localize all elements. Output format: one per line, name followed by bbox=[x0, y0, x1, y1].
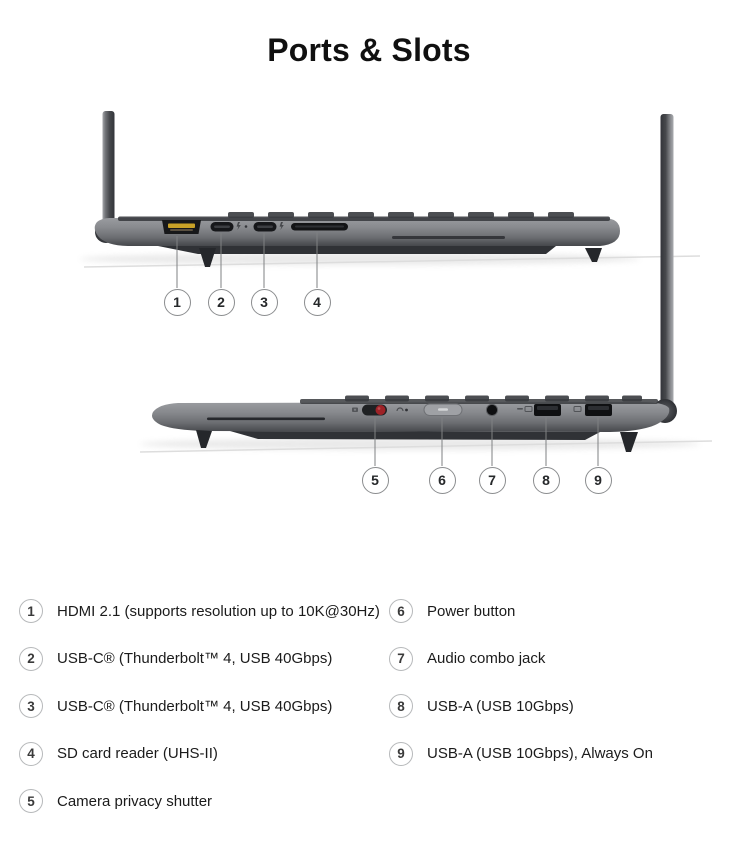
legend-label: USB-C® (Thunderbolt™ 4, USB 40Gbps) bbox=[57, 697, 333, 715]
legend-item-7 bbox=[389, 647, 653, 671]
legend-item-8 bbox=[389, 694, 653, 718]
hdmi-port bbox=[162, 220, 201, 234]
legend-number-badge: 9 bbox=[389, 742, 413, 766]
callout-circle-3: 3 bbox=[251, 289, 278, 316]
legend-number-badge: 1 bbox=[19, 599, 43, 623]
callout-circle-5: 5 bbox=[362, 467, 389, 494]
legend-label: HDMI 2.1 (supports resolution up to 10K@30Hz) bbox=[57, 602, 380, 620]
legend-number-badge: 3 bbox=[19, 694, 43, 718]
legend-label: SD card reader (UHS-II) bbox=[57, 745, 218, 762]
callout-circle-1: 1 bbox=[164, 289, 191, 316]
legend-label: USB-C® (Thunderbolt™ 4, USB 40Gbps) bbox=[57, 650, 333, 667]
callout-circle-2: 2 bbox=[208, 289, 235, 316]
laptop1-side-vent bbox=[392, 236, 505, 239]
legend-number-badge: 4 bbox=[19, 742, 43, 766]
laptop2-lid bbox=[661, 114, 674, 417]
callout-circle-6: 6 bbox=[429, 467, 456, 494]
usb-a-port-1 bbox=[534, 404, 561, 416]
callout-circle-4: 4 bbox=[304, 289, 331, 316]
legend-label: Power button bbox=[427, 602, 516, 620]
camera-icon bbox=[352, 408, 358, 413]
legend-label: USB-A (USB 10Gbps), Always On bbox=[427, 745, 653, 762]
laptop2-deck-edge bbox=[300, 399, 658, 404]
page-title: Ports & Slots bbox=[267, 32, 471, 68]
legend-right-column bbox=[389, 599, 653, 766]
legend-item-4 bbox=[19, 742, 380, 766]
usb-a-port-2 bbox=[585, 404, 612, 416]
legend-label: Audio combo jack bbox=[427, 650, 546, 667]
laptop1-underside bbox=[158, 246, 556, 254]
legend-number-badge: 6 bbox=[389, 599, 413, 623]
legend-item-2 bbox=[19, 647, 380, 671]
legend-item-9 bbox=[389, 742, 653, 766]
legend-number-badge: 2 bbox=[19, 647, 43, 671]
laptop2-shadow bbox=[140, 438, 700, 450]
legend-item-6 bbox=[389, 599, 653, 623]
sd-card-slot bbox=[291, 223, 348, 231]
laptop2-speaker-slit bbox=[207, 418, 325, 421]
camera-privacy-shutter bbox=[362, 405, 387, 416]
audio-combo-jack bbox=[486, 404, 497, 415]
legend-item-5 bbox=[19, 789, 380, 813]
legend-item-3 bbox=[19, 694, 380, 718]
laptop2-underside bbox=[230, 431, 600, 440]
usb-c-port-2 bbox=[254, 222, 277, 232]
laptop-left-view bbox=[80, 111, 700, 288]
legend-number-badge: 8 bbox=[389, 694, 413, 718]
callout-circle-9: 9 bbox=[585, 467, 612, 494]
usb-c-port-1 bbox=[211, 222, 234, 232]
legend-item-1 bbox=[19, 599, 380, 623]
laptop1-lid bbox=[103, 111, 115, 223]
legend-label: USB-A (USB 10Gbps) bbox=[427, 697, 574, 715]
power-button bbox=[424, 404, 462, 416]
legend-number-badge: 7 bbox=[389, 647, 413, 671]
legend-left-column bbox=[19, 599, 380, 813]
callout-circle-7: 7 bbox=[479, 467, 506, 494]
legend-label: Camera privacy shutter bbox=[57, 792, 213, 810]
callout-circle-8: 8 bbox=[533, 467, 560, 494]
legend-number-badge: 5 bbox=[19, 789, 43, 813]
